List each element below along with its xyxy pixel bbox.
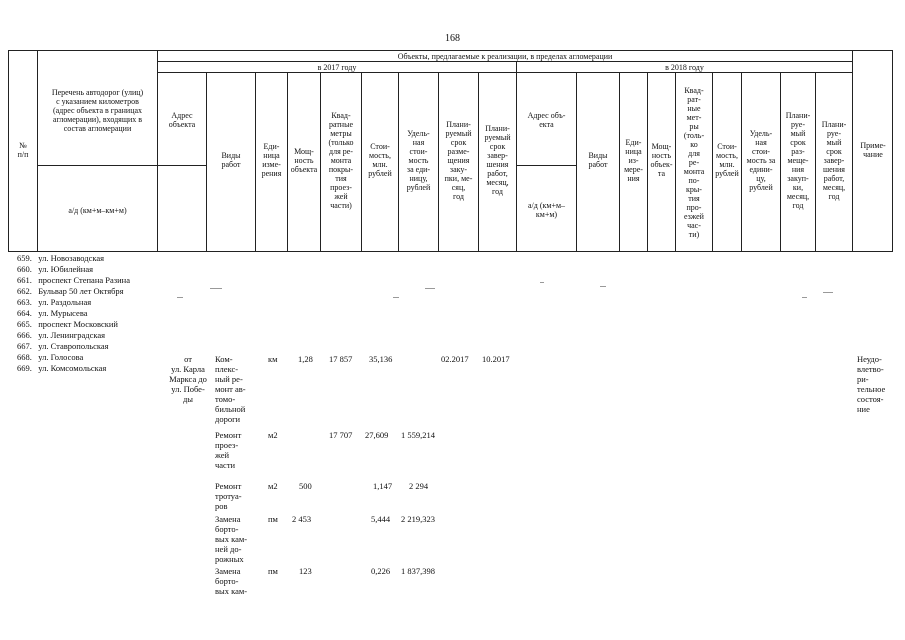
header-list-title: Перечень автодорог (улиц) с указанием километров (адрес объекта в границах агломерации), входящих в состав агломерации — [51, 87, 144, 133]
work-sqm: 17 857 — [329, 354, 353, 364]
h18-unit: Еди- ница из- мере- ния — [624, 137, 643, 183]
scan-mark — [393, 297, 399, 298]
h17-address: Адрес объекта — [168, 111, 196, 129]
work-name: Ком- плекс- ный ре- монт ав- томо- бильной дороги — [215, 354, 246, 424]
detail-note: Неудо- влетво- ри- тельное состоя- ние — [857, 354, 886, 414]
h17-power: Мощ- ность объекта — [290, 146, 318, 174]
scan-mark — [210, 288, 222, 289]
h17-unitcost: Удель- ная стои- мость за еди- ницу, рублей — [406, 128, 431, 192]
work-power: 500 — [299, 481, 312, 491]
list-item: 667. ул. Ставропольская — [17, 341, 109, 351]
h17-plan-finish: Плани- руемый срок завер- шения работ, месяц, год — [484, 124, 511, 196]
header-note: Приме- чание — [860, 141, 886, 159]
h17-sqm: Квад- ратные метры (только для ре- монта покры- тия проез- жей части) — [328, 110, 354, 210]
header-year-2017: в 2017 году — [317, 62, 357, 72]
scan-mark — [802, 297, 807, 298]
scan-mark — [540, 282, 544, 283]
work-power: 123 — [299, 566, 312, 576]
h18-power: Мощ- ность объек- та — [650, 142, 673, 178]
list-item: 669. ул. Комсомольская — [17, 363, 107, 373]
list-item: 660. ул. Юбилейная — [17, 264, 94, 274]
work-name: Замена борто- вых кам- ней до- рожных — [215, 514, 248, 564]
h18-address: Адрес объ- екта — [527, 111, 566, 129]
work-purchase: 02.2017 — [441, 354, 469, 364]
header-year-2018: в 2018 году — [665, 62, 704, 72]
scan-mark — [425, 288, 435, 289]
scan-mark — [600, 286, 606, 287]
work-power: 2 453 — [292, 514, 312, 524]
list-item: 663. ул. Раздольная — [17, 297, 92, 307]
scan-mark — [177, 297, 183, 298]
h18-plan-purchase: Плани- руе- мый срок раз- меще- ния закуп- ки, месяц, год — [785, 110, 811, 210]
h18-address-sub: а/д (км+м– км+м) — [527, 201, 566, 219]
header-list-sub: а/д (км+м–км+м) — [68, 205, 127, 215]
h17-works: Виды работ — [221, 151, 241, 169]
detail-address: от ул. Карла Маркса до ул. Побе- ды — [169, 354, 207, 404]
work-unit: м2 — [268, 430, 278, 440]
header-num: № п/п — [17, 141, 29, 159]
h17-unit: Еди- ница изме- рения — [261, 142, 282, 178]
work-unitcost: 1 559,214 — [401, 430, 435, 440]
scan-mark — [823, 292, 833, 293]
work-unitcost: 1 837,398 — [401, 566, 435, 576]
h18-unitcost: Удель- ная стои- мость за едини- цу, рублей — [746, 128, 776, 192]
work-unit: км — [268, 354, 278, 364]
work-unitcost: 2 294 — [409, 481, 429, 491]
h18-cost: Стои- мость, млн. рублей — [715, 142, 739, 178]
work-cost: 35,136 — [369, 354, 393, 364]
work-unit: м2 — [268, 481, 278, 491]
list-item: 662. Бульвар 50 лет Октября — [17, 286, 124, 296]
work-name: Замена борто- вых кам- — [215, 566, 248, 596]
work-cost: 1,147 — [373, 481, 393, 491]
work-power: 1,28 — [298, 354, 313, 364]
work-unitcost: 2 219,323 — [401, 514, 435, 524]
h17-plan-purchase: Плани- руемый срок разме- щения заку- пки, ме- сяц, год — [444, 119, 473, 201]
work-sqm: 17 707 — [329, 430, 353, 440]
page-number: 168 — [445, 33, 460, 44]
header-objects-title: Объекты, предлагаемые к реализации, в пределах агломерации — [397, 51, 613, 61]
list-item: 665. проспект Московский — [17, 319, 118, 329]
work-cost: 0,226 — [371, 566, 391, 576]
list-item: 664. ул. Мурысева — [17, 308, 88, 318]
list-item: 668. ул. Голосова — [17, 352, 84, 362]
h17-cost: Стои- мость, млн. рублей — [368, 142, 392, 178]
list-item: 659. ул. Новозаводская — [17, 253, 105, 263]
work-cost: 5,444 — [371, 514, 391, 524]
work-unit: пм — [268, 566, 278, 576]
h18-sqm: Квад- рат- ные мет- ры (толь- ко для ре- монта по- кры- тия про- езжей час- ти) — [683, 85, 705, 239]
h18-plan-finish: Плани- руе- мый срок завер- шения работ, месяц, год — [821, 119, 847, 201]
work-finish: 10.2017 — [482, 354, 510, 364]
work-cost: 27,609 — [365, 430, 389, 440]
work-name: Ремонт проез- жей части — [215, 430, 242, 470]
list-item: 661. проспект Степана Разина — [17, 275, 131, 285]
work-name: Ремонт тротуа- ров — [215, 481, 242, 511]
list-item: 666. ул. Ленинградская — [17, 330, 106, 340]
work-unit: пм — [268, 514, 278, 524]
h18-works: Виды работ — [588, 151, 608, 169]
